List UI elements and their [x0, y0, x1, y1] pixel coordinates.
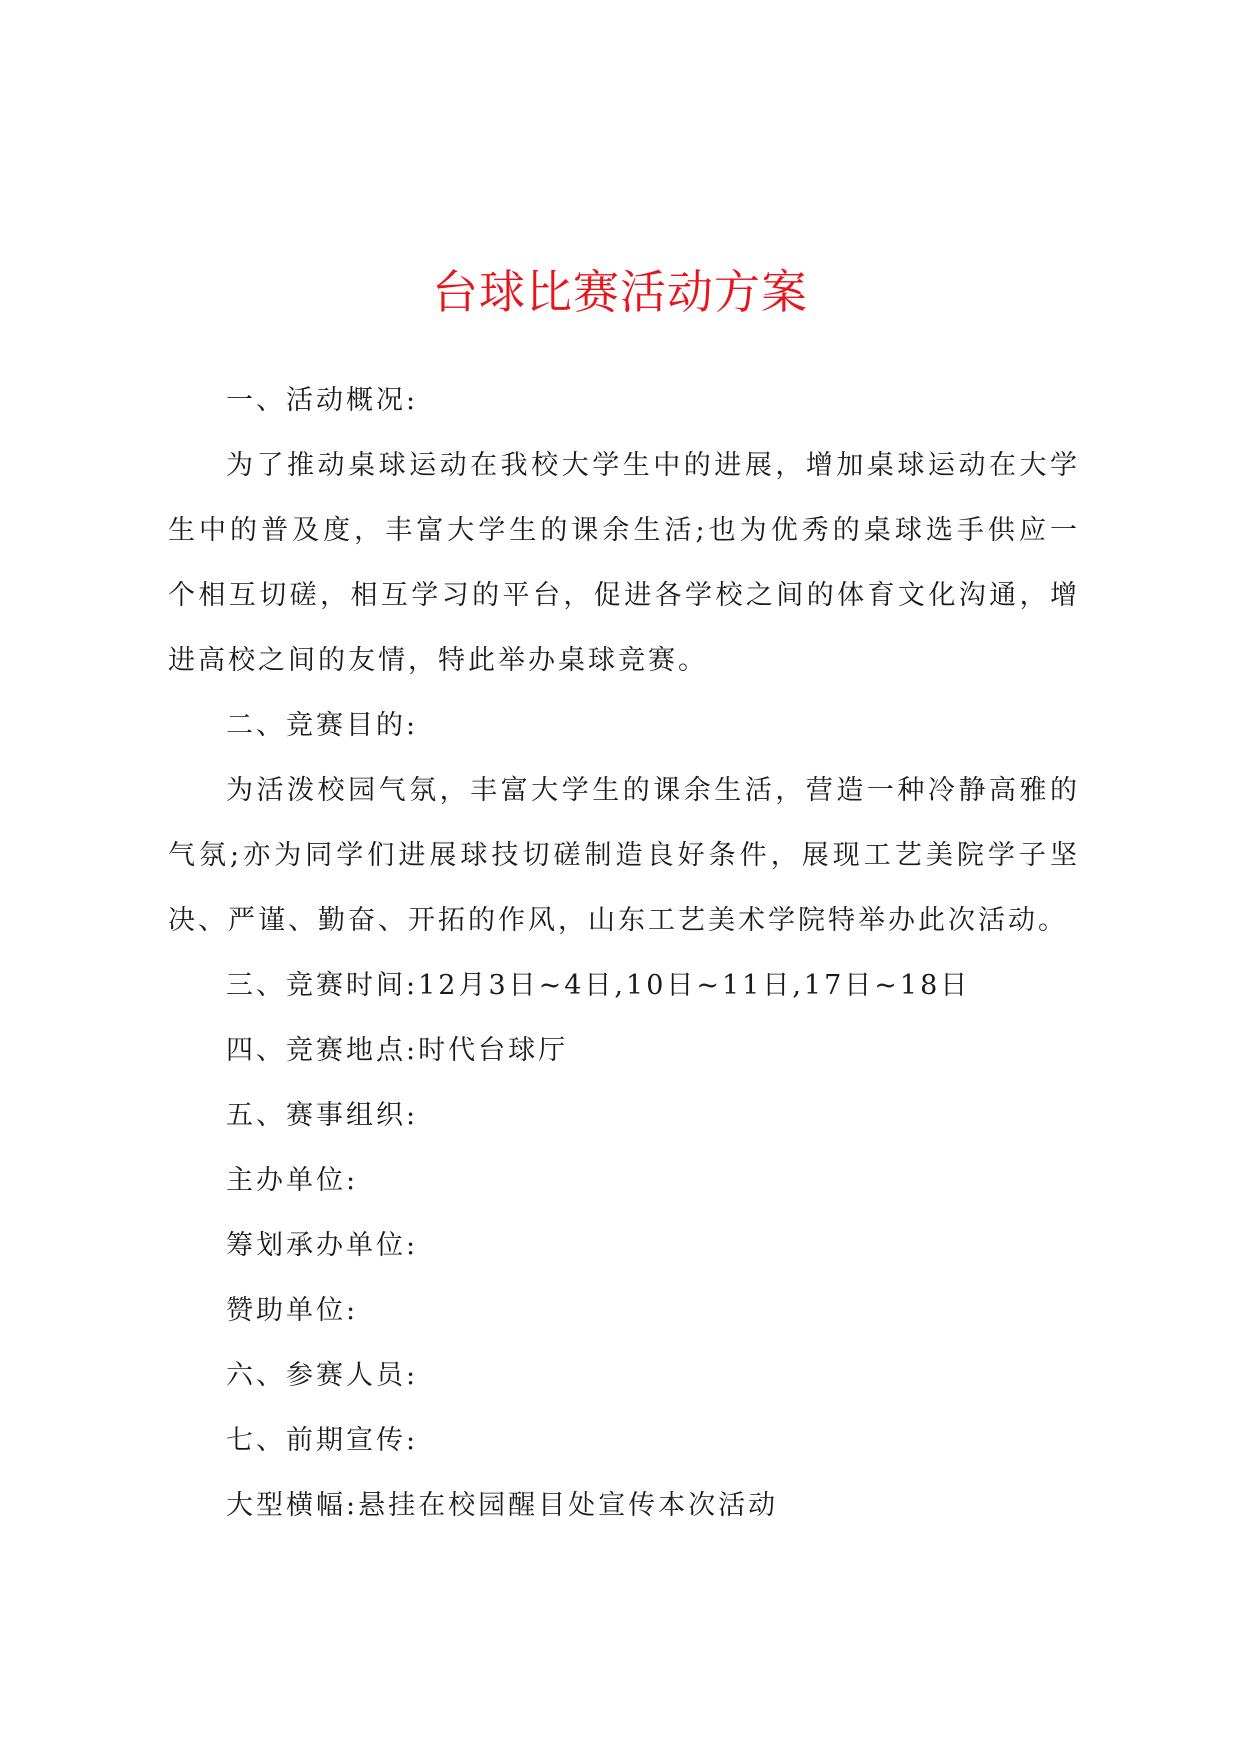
section-heading-participants: 六、参赛人员: — [226, 1360, 419, 1391]
paragraph-purpose: 为活泼校园气氛，丰富大学生的课余生活，营造一种冷静高雅的气氛;亦为同学们进展球技切磋制造良好条件，展现工艺美院学子坚决、严谨、勤奋、开拓的作风，山东工艺美术学院特举办此次活动。 — [168, 775, 1080, 936]
section-heading-time: 三、竞赛时间:12月3日~4日,10日~11日,17日~18日 — [226, 970, 971, 1001]
section-heading-overview: 一、活动概况: — [226, 385, 419, 416]
section-heading-venue: 四、竞赛地点:时代台球厅 — [226, 1035, 569, 1066]
banner-line: 大型横幅:悬挂在校园醒目处宣传本次活动 — [226, 1490, 779, 1521]
section-heading-promotion: 七、前期宣传: — [226, 1425, 419, 1456]
paragraph-overview: 为了推动桌球运动在我校大学生中的进展，增加桌球运动在大学生中的普及度，丰富大学生的课余生活;也为优秀的桌球选手供应一个相互切磋，相互学习的平台，促进各学校之间的体育文化沟通，增进高校之间的友情，特此举办桌球竞赛。 — [168, 450, 1080, 676]
sponsor-line: 赞助单位: — [226, 1295, 359, 1326]
document-body — [168, 368, 1080, 1538]
document-title: 台球比赛活动方案 — [432, 265, 808, 319]
planner-line: 筹划承办单位: — [226, 1230, 419, 1261]
section-heading-purpose: 二、竞赛目的: — [226, 710, 419, 741]
section-heading-organization: 五、赛事组织: — [226, 1100, 419, 1131]
organizer-line: 主办单位: — [226, 1165, 359, 1196]
